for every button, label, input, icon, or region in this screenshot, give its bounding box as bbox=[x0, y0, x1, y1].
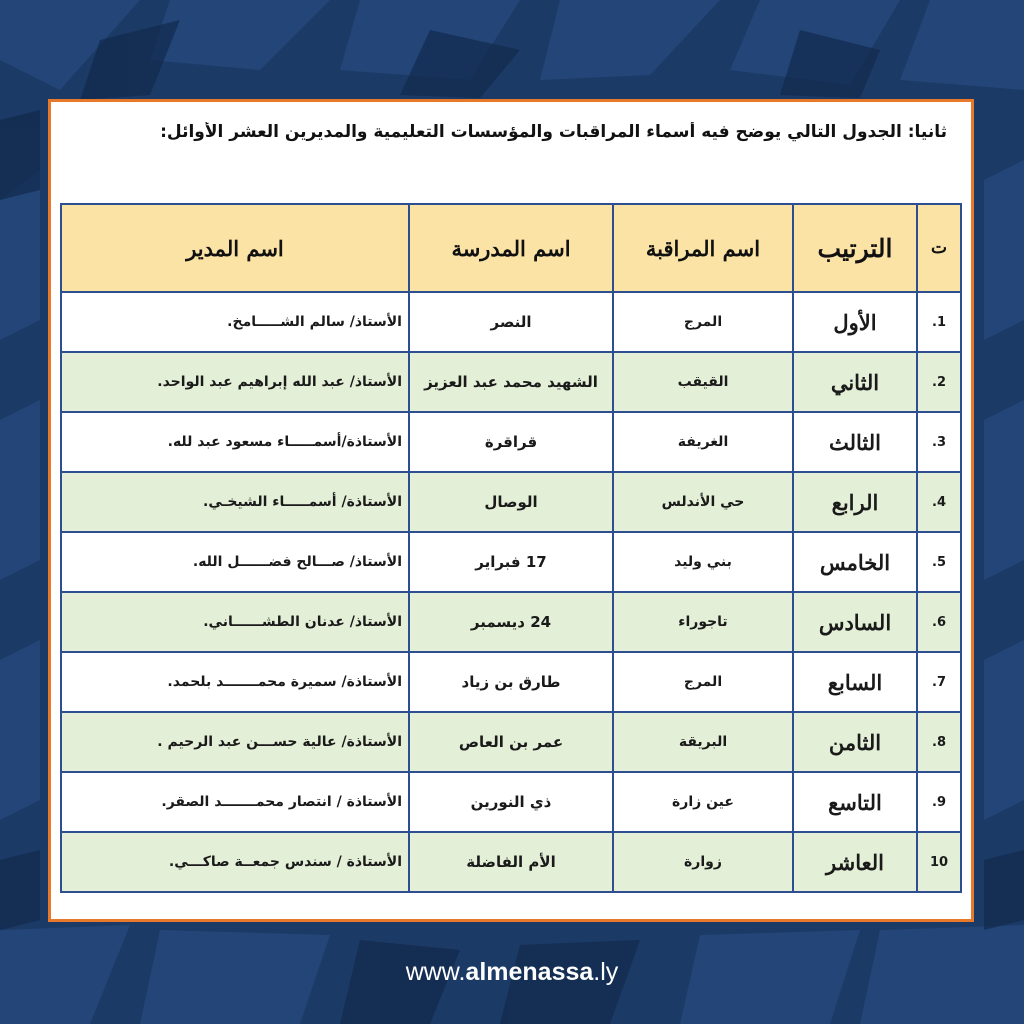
row-rank: السابع bbox=[793, 652, 917, 712]
row-school: الشهيد محمد عبد العزيز bbox=[409, 352, 613, 412]
table-row bbox=[61, 532, 961, 592]
table-row bbox=[61, 592, 961, 652]
table-row bbox=[61, 832, 961, 892]
row-director: الأستاذة / سندس جمعــة صاكـــي. bbox=[61, 832, 409, 892]
row-num: 9. bbox=[917, 772, 961, 832]
row-school: الوصال bbox=[409, 472, 613, 532]
url-prefix: www. bbox=[405, 958, 466, 986]
row-school: طارق بن زياد bbox=[409, 652, 613, 712]
content-card bbox=[48, 99, 974, 922]
page-heading: ثانيا: الجدول التالي يوضح فيه أسماء المراقبات والمؤسسات التعليمية والمديرين العشر الأوائل: bbox=[160, 122, 947, 142]
row-num: 1. bbox=[917, 292, 961, 352]
row-rank: العاشر bbox=[793, 832, 917, 892]
row-rank: الثامن bbox=[793, 712, 917, 772]
row-num: 8. bbox=[917, 712, 961, 772]
row-district: عين زارة bbox=[613, 772, 793, 832]
url-suffix: .ly bbox=[593, 958, 619, 986]
row-rank: الثاني bbox=[793, 352, 917, 412]
row-school: عمر بن العاص bbox=[409, 712, 613, 772]
row-rank: الأول bbox=[793, 292, 917, 352]
table-row bbox=[61, 712, 961, 772]
url-brand: almenassa bbox=[465, 958, 594, 986]
row-num: 7. bbox=[917, 652, 961, 712]
row-director: الأستاذ/ سالم الشـــــامخ. bbox=[61, 292, 409, 352]
row-rank: التاسع bbox=[793, 772, 917, 832]
row-school: النصر bbox=[409, 292, 613, 352]
row-rank: السادس bbox=[793, 592, 917, 652]
row-director: الأستاذ/ صـــالح فضــــــل الله. bbox=[61, 532, 409, 592]
row-school: 24 ديسمبر bbox=[409, 592, 613, 652]
row-rank: الخامس bbox=[793, 532, 917, 592]
row-num: 2. bbox=[917, 352, 961, 412]
row-district: المرج bbox=[613, 652, 793, 712]
row-num: 4. bbox=[917, 472, 961, 532]
table-row bbox=[61, 652, 961, 712]
row-director: الأستاذ/ عبد الله إبراهيم عبد الواحد. bbox=[61, 352, 409, 412]
row-school: 17 فبراير bbox=[409, 532, 613, 592]
row-director: الأستاذة/ سميرة محمـــــــد بلحمد. bbox=[61, 652, 409, 712]
row-district: القيقب bbox=[613, 352, 793, 412]
table-row bbox=[61, 292, 961, 352]
row-district: المرج bbox=[613, 292, 793, 352]
ranking-table bbox=[60, 203, 962, 893]
row-rank: الثالث bbox=[793, 412, 917, 472]
header-num: ت bbox=[917, 204, 961, 292]
row-rank: الرابع bbox=[793, 472, 917, 532]
website-url[interactable] bbox=[0, 958, 1024, 987]
table-row bbox=[61, 472, 961, 532]
header-rank: الترتيب bbox=[793, 204, 917, 292]
table-header-row bbox=[61, 204, 961, 292]
row-director: الأستاذة/ أسمـــــاء الشيخـي. bbox=[61, 472, 409, 532]
row-director: الأستاذة/ عالية حســـن عبد الرحيم . bbox=[61, 712, 409, 772]
row-school: ذي النورين bbox=[409, 772, 613, 832]
row-school: الأم الفاضلة bbox=[409, 832, 613, 892]
row-director: الأستاذة / انتصار محمـــــــد الصقر. bbox=[61, 772, 409, 832]
row-district: الغريفة bbox=[613, 412, 793, 472]
row-school: قراقرة bbox=[409, 412, 613, 472]
row-district: زوارة bbox=[613, 832, 793, 892]
row-district: البريقة bbox=[613, 712, 793, 772]
row-director: الأستاذة/أسمـــــاء مسعود عبد لله. bbox=[61, 412, 409, 472]
row-num: 5. bbox=[917, 532, 961, 592]
row-director: الأستاذ/ عدنان الطشــــــاني. bbox=[61, 592, 409, 652]
row-district: بني وليد bbox=[613, 532, 793, 592]
header-director: اسم المدير bbox=[61, 204, 409, 292]
table-row bbox=[61, 772, 961, 832]
table-row bbox=[61, 352, 961, 412]
row-num: 6. bbox=[917, 592, 961, 652]
header-district: اسم المراقبة bbox=[613, 204, 793, 292]
table-row bbox=[61, 412, 961, 472]
row-district: تاجوراء bbox=[613, 592, 793, 652]
row-num: 10 bbox=[917, 832, 961, 892]
row-num: 3. bbox=[917, 412, 961, 472]
header-school: اسم المدرسة bbox=[409, 204, 613, 292]
row-district: حي الأندلس bbox=[613, 472, 793, 532]
